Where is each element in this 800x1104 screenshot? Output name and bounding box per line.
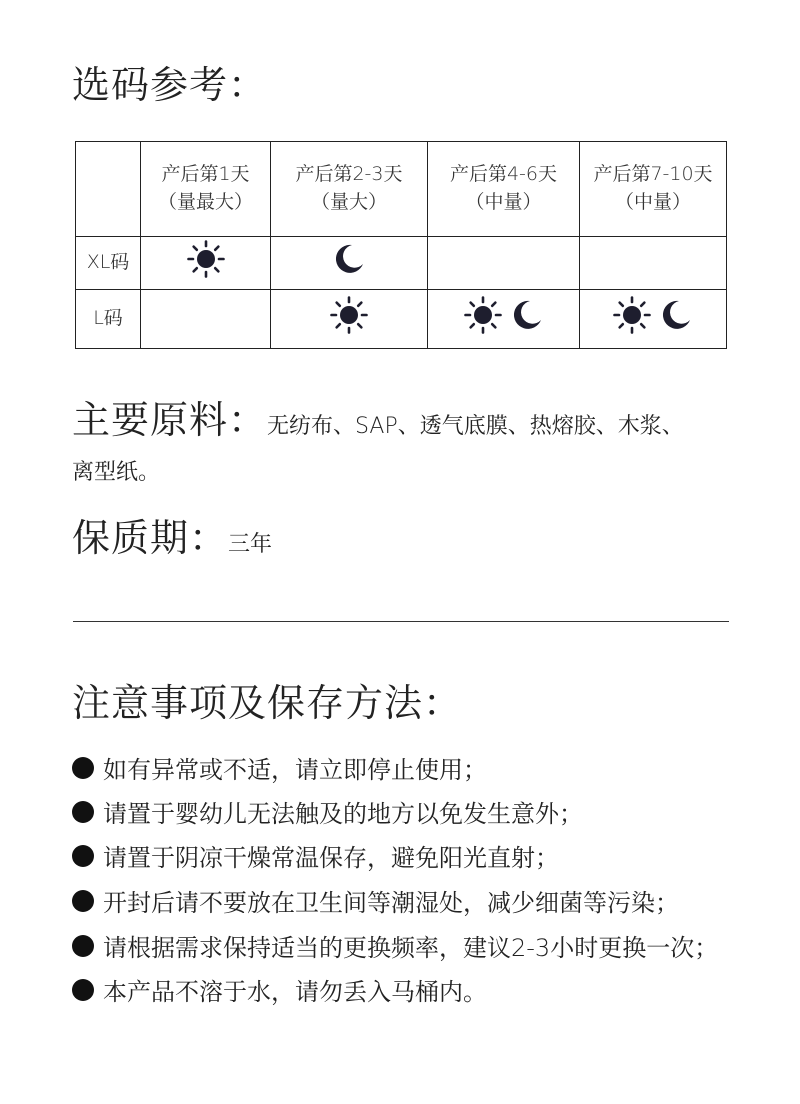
bullet-icon — [72, 890, 94, 912]
sun-icon — [464, 296, 502, 334]
list-item: 开封后请不要放在卫生间等潮湿处，减少细菌等污染； — [72, 883, 679, 918]
column-header-day1: 产后第1天 （量最大） — [141, 142, 271, 237]
shelf-life-label: 保质期： — [72, 516, 229, 560]
sun-icon — [330, 296, 368, 334]
table-header-row — [76, 142, 727, 237]
icon-group — [332, 242, 366, 276]
notes-title: 注意事项及保存方法： — [72, 681, 463, 725]
materials-text-continued: 离型纸。 — [72, 460, 161, 485]
materials-label: 主要原料： — [72, 398, 268, 442]
section-divider — [73, 621, 729, 622]
icon-cell — [271, 290, 428, 349]
row-label: XL码 — [76, 237, 141, 290]
moon-icon — [332, 242, 366, 276]
list-item: 本产品不溶于水，请勿丢入马桶内。 — [72, 972, 487, 1007]
column-header-day7-10: 产后第7-10天 （中量） — [580, 142, 727, 237]
icon-cell — [428, 237, 580, 290]
icon-cell — [580, 237, 727, 290]
bullet-icon — [72, 935, 94, 957]
sun-icon — [613, 296, 651, 334]
icon-cell — [141, 290, 271, 349]
sun-icon — [187, 240, 225, 278]
list-item: 请根据需求保持适当的更换频率，建议2-3小时更换一次； — [72, 928, 718, 963]
icon-cell — [580, 290, 727, 349]
moon-icon — [510, 298, 544, 332]
table-row — [76, 290, 727, 349]
bullet-icon — [72, 979, 94, 1001]
icon-group — [464, 296, 544, 334]
materials-line — [72, 398, 684, 442]
icon-cell — [141, 237, 271, 290]
bullet-icon — [72, 845, 94, 867]
column-header-day4-6: 产后第4-6天 （中量） — [428, 142, 580, 237]
list-item: 请置于阴凉干燥常温保存，避免阳光直射； — [72, 838, 559, 873]
icon-group — [187, 240, 225, 278]
size-guide-title: 选码参考： — [72, 63, 268, 107]
list-item: 请置于婴幼儿无法触及的地方以免发生意外； — [72, 794, 583, 829]
icon-cell — [428, 290, 580, 349]
icon-group — [613, 296, 693, 334]
shelf-life-line — [72, 516, 273, 560]
row-label: L码 — [76, 290, 141, 349]
shelf-life-value: 三年 — [228, 532, 273, 557]
bullet-icon — [72, 757, 94, 779]
icon-cell — [271, 237, 428, 290]
column-header-day2-3: 产后第2-3天 （量大） — [271, 142, 428, 237]
table-row — [76, 237, 727, 290]
size-guide-table — [75, 141, 727, 349]
list-item: 如有异常或不适，请立即停止使用； — [72, 750, 487, 785]
icon-group — [330, 296, 368, 334]
materials-text: 无纺布、SAP、透气底膜、热熔胶、木浆、 — [267, 414, 684, 439]
bullet-icon — [72, 801, 94, 823]
moon-icon — [659, 298, 693, 332]
corner-cell — [76, 142, 141, 237]
